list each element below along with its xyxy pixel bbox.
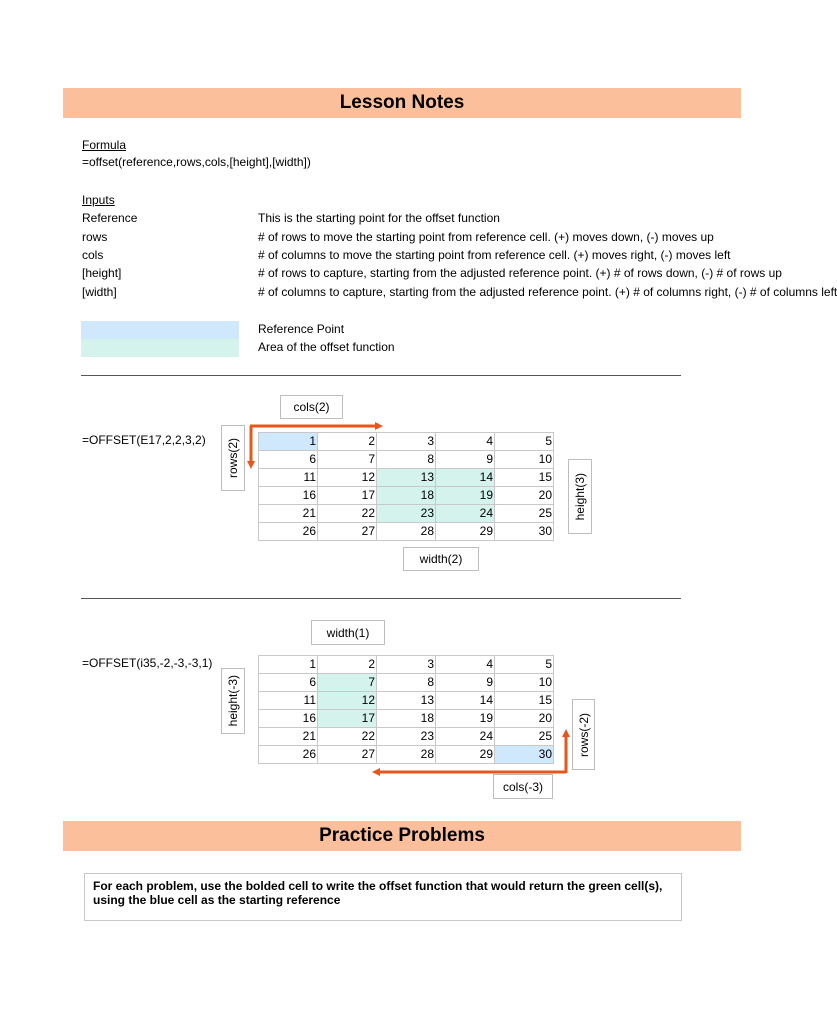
input-name-cols: cols [82, 248, 104, 262]
grid-cell[interactable]: 26 [259, 746, 318, 764]
grid-cell[interactable]: 28 [377, 523, 436, 541]
grid-cell[interactable]: 25 [495, 728, 554, 746]
grid-cell[interactable]: 24 [436, 505, 495, 523]
legend-reference-label: Reference Point [258, 322, 345, 336]
example2-cols-label: cols(-3) [493, 774, 553, 799]
grid-cell[interactable]: 11 [259, 692, 318, 710]
grid-cell[interactable]: 29 [436, 746, 495, 764]
grid-cell[interactable]: 10 [495, 451, 554, 469]
inputs-heading: Inputs [82, 193, 115, 207]
grid-cell[interactable]: 10 [495, 674, 554, 692]
grid-cell[interactable]: 20 [495, 487, 554, 505]
grid-cell[interactable]: 4 [436, 433, 495, 451]
grid-cell[interactable]: 17 [318, 487, 377, 505]
grid-cell[interactable]: 15 [495, 692, 554, 710]
grid-cell[interactable]: 18 [377, 487, 436, 505]
grid-cell[interactable]: 24 [436, 728, 495, 746]
lesson-notes-title: Lesson Notes [339, 92, 465, 113]
grid-cell[interactable]: 3 [377, 656, 436, 674]
grid-cell[interactable]: 3 [377, 433, 436, 451]
input-name-rows: rows [82, 230, 108, 244]
grid-cell[interactable]: 15 [495, 469, 554, 487]
grid-cell[interactable]: 7 [318, 451, 377, 469]
formula-syntax: =offset(reference,rows,cols,[height],[width]) [82, 155, 311, 169]
grid-cell[interactable]: 5 [495, 656, 554, 674]
grid-cell[interactable]: 13 [377, 469, 436, 487]
grid-cell[interactable]: 9 [436, 674, 495, 692]
input-name-width: [width] [82, 285, 117, 299]
grid-cell[interactable]: 16 [259, 710, 318, 728]
grid-cell[interactable]: 30 [495, 746, 554, 764]
grid-cell[interactable]: 13 [377, 692, 436, 710]
example2-formula: =OFFSET(i35,-2,-3,-3,1) [82, 656, 213, 670]
input-desc-reference: This is the starting point for the offset function [258, 211, 500, 225]
grid-cell[interactable]: 21 [259, 505, 318, 523]
grid-cell[interactable]: 6 [259, 451, 318, 469]
example2-rows-label-text: rows(-2) [576, 712, 591, 757]
grid-cell[interactable]: 22 [318, 505, 377, 523]
grid-cell[interactable]: 12 [318, 692, 377, 710]
grid-cell[interactable]: 14 [436, 692, 495, 710]
grid-cell[interactable]: 19 [436, 710, 495, 728]
grid-cell[interactable]: 21 [259, 728, 318, 746]
practice-problems-header [63, 821, 741, 851]
grid-cell[interactable]: 23 [377, 728, 436, 746]
grid-cell[interactable]: 23 [377, 505, 436, 523]
example1-width-label: width(2) [403, 547, 479, 571]
grid-cell[interactable]: 19 [436, 487, 495, 505]
grid-cell[interactable]: 29 [436, 523, 495, 541]
example1-height-label-text: height(3) [573, 472, 587, 521]
example1-rows-label-text: rows(2) [226, 437, 240, 478]
grid-cell[interactable]: 16 [259, 487, 318, 505]
grid-cell[interactable]: 5 [495, 433, 554, 451]
grid-cell[interactable]: 27 [318, 523, 377, 541]
grid-cell[interactable]: 28 [377, 746, 436, 764]
grid-cell[interactable]: 27 [318, 746, 377, 764]
grid-cell[interactable]: 8 [377, 674, 436, 692]
example2-height-label-text: height(-3) [226, 675, 240, 727]
input-desc-rows: # of rows to move the starting point from reference cell. (+) moves down, (-) moves up [258, 230, 714, 244]
example1-formula: =OFFSET(E17,2,2,3,2) [82, 433, 206, 447]
grid-cell[interactable]: 30 [495, 523, 554, 541]
grid-cell[interactable]: 9 [436, 451, 495, 469]
grid-cell[interactable]: 20 [495, 710, 554, 728]
input-desc-cols: # of columns to move the starting point from reference cell. (+) moves right, (-) moves left [258, 248, 731, 262]
grid-cell[interactable]: 14 [436, 469, 495, 487]
grid-cell[interactable]: 2 [318, 433, 377, 451]
grid-cell[interactable]: 26 [259, 523, 318, 541]
grid-cell[interactable]: 4 [436, 656, 495, 674]
grid-cell[interactable]: 11 [259, 469, 318, 487]
grid-cell[interactable]: 8 [377, 451, 436, 469]
grid-cell[interactable]: 2 [318, 656, 377, 674]
practice-instructions: For each problem, use the bolded cell to write the offset function that would return the green cell(s), using the blue cell as the starting reference [84, 873, 682, 921]
input-desc-height: # of rows to capture, starting from the adjusted reference point. (+) # of rows down, (-) # of rows up [258, 266, 782, 280]
input-desc-width: # of columns to capture, starting from the adjusted reference point. (+) # of columns right, (-) # of columns left [258, 285, 837, 299]
input-name-height: [height] [82, 266, 122, 280]
example1-cols-label: cols(2) [280, 395, 343, 419]
grid-cell[interactable]: 12 [318, 469, 377, 487]
grid-cell[interactable]: 22 [318, 728, 377, 746]
legend-area-label: Area of the offset function [258, 340, 395, 354]
example2-width-label: width(1) [311, 620, 385, 645]
grid-cell[interactable]: 1 [259, 656, 318, 674]
practice-problems-title: Practice Problems [319, 825, 485, 846]
grid-cell[interactable]: 7 [318, 674, 377, 692]
grid-cell[interactable]: 18 [377, 710, 436, 728]
grid-cell[interactable]: 25 [495, 505, 554, 523]
grid-cell[interactable]: 6 [259, 674, 318, 692]
grid-cell[interactable]: 17 [318, 710, 377, 728]
grid-cell[interactable]: 1 [259, 433, 318, 451]
input-name-reference: Reference [82, 211, 138, 225]
formula-heading: Formula [82, 138, 127, 152]
